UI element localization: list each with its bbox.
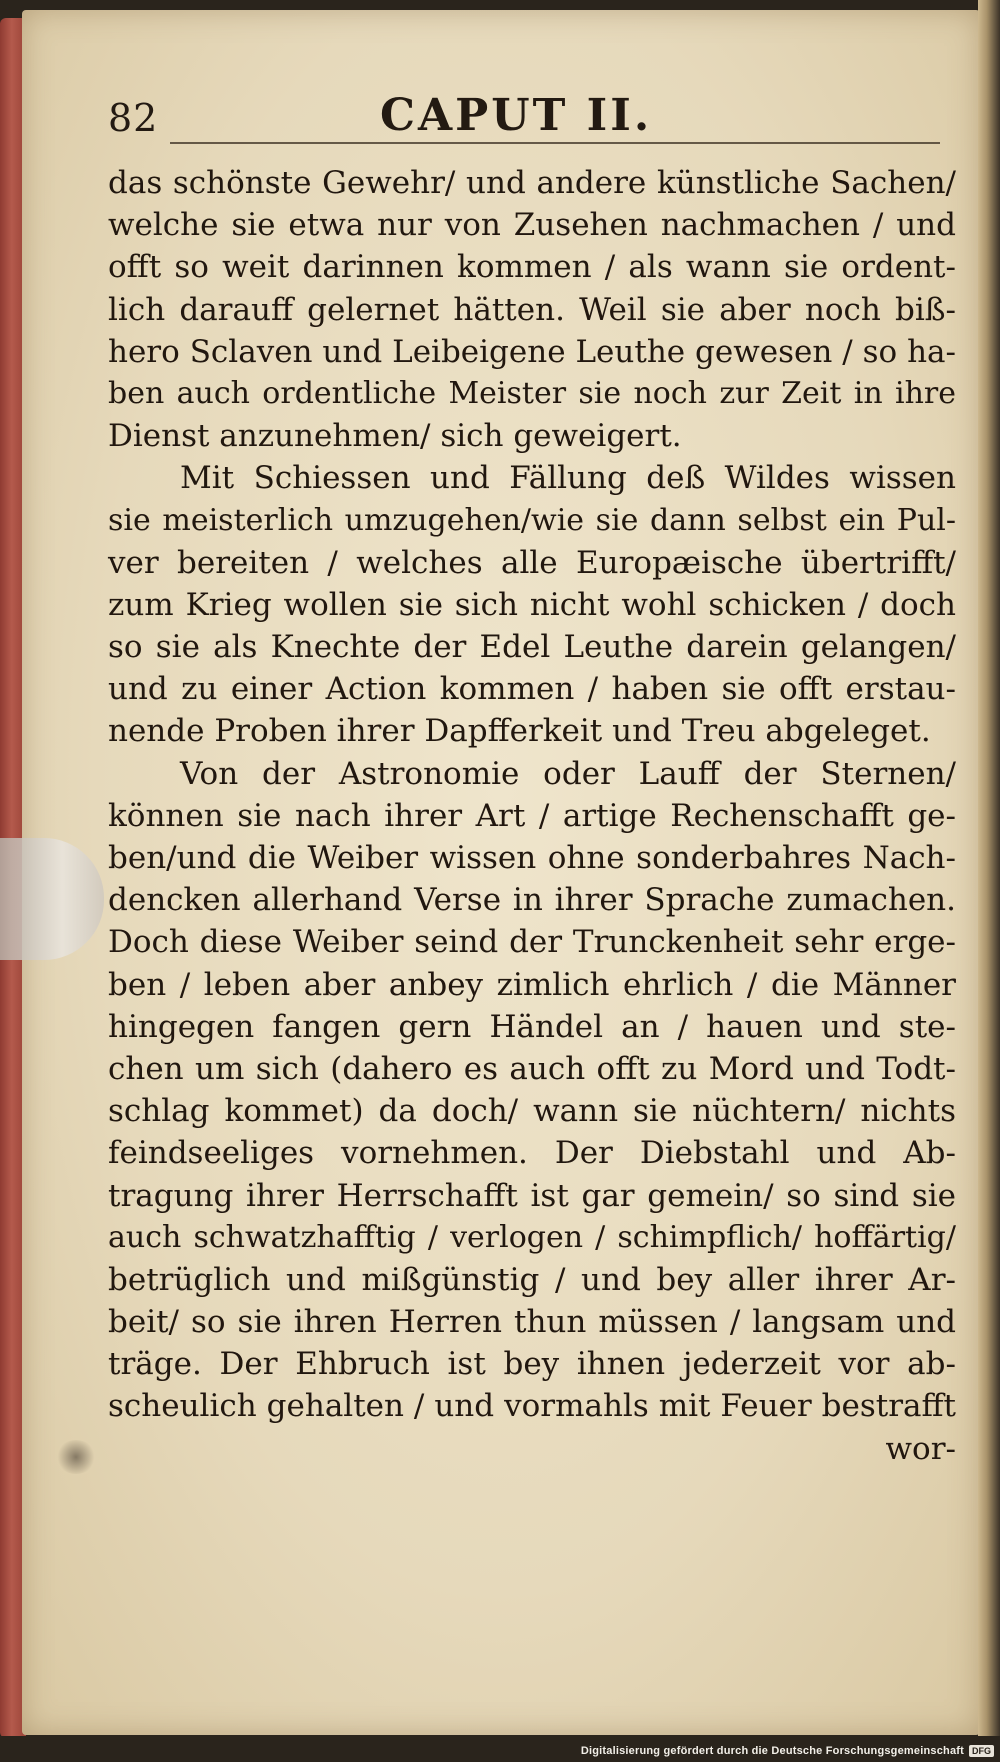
text-line: zum Krieg wollen sie sich nicht wohl schicken / doch (108, 586, 956, 623)
text-line: tragung ihrer Herrschafft ist gar gemein/ so sind sie (108, 1177, 956, 1214)
dfg-logo: DFG (969, 1745, 994, 1757)
text-line: auch schwatzhafftig / verlogen / schimpflich/ hoffärtig/ (108, 1219, 956, 1255)
text-line: so sie als Knechte der Edel Leuthe darein gelangen/ (108, 629, 956, 666)
text-line: ben auch ordentliche Meister sie noch zur Zeit in ihre (108, 375, 956, 411)
text-line: nende Proben ihrer Dapfferkeit und Treu abgeleget. (108, 713, 931, 750)
paragraph-start-line: Von der Astronomie oder Lauff der Sternen/ (180, 755, 956, 792)
text-line: ver bereiten / welches alle Europæische übertrifft/ (108, 544, 956, 581)
text-line: offt so weit darinnen kommen / als wann sie ordent- (108, 249, 956, 286)
text-line: lich darauff gelernet hätten. Weil sie aber noch biß- (108, 291, 956, 328)
page-right-edge (978, 0, 1000, 1762)
header-rule (170, 142, 940, 144)
text-line: scheulich gehalten / und vormahls mit Feuer bestrafft (108, 1388, 956, 1425)
text-line: chen um sich (dahero es auch offt zu Mord und Todt- (108, 1050, 956, 1087)
text-line: träge. Der Ehbruch ist bey ihnen jederzeit vor ab- (108, 1346, 956, 1383)
text-line: schlag kommet) da doch/ wann sie nüchtern/ nichts (108, 1093, 956, 1130)
text-line: Doch diese Weiber seind der Trunckenheit sehr erge- (108, 924, 956, 961)
text-line: sie meisterlich umzugehen/wie sie dann selbst ein Pul- (108, 502, 956, 538)
page-number: 82 (108, 96, 159, 140)
text-line: ben/und die Weiber wissen ohne sonderbahres Nach- (108, 840, 956, 876)
page-header (108, 88, 948, 148)
text-line: welche sie etwa nur von Zusehen nachmachen / und (108, 207, 956, 244)
ink-stain (56, 1440, 96, 1474)
running-title: CAPUT II. (380, 90, 653, 141)
text-line: feindseeliges vornehmen. Der Diebstahl und Ab- (108, 1135, 956, 1172)
text-line: das schönste Gewehr/ und andere künstliche Sachen/ (108, 165, 956, 201)
paragraph-start-line: Mit Schiessen und Fällung deß Wildes wissen (180, 460, 956, 497)
text-line: betrüglich und mißgünstig / und bey aller ihrer Ar- (108, 1261, 956, 1298)
text-line: dencken allerhand Verse in ihrer Sprache zumachen. (108, 882, 956, 919)
body-text (108, 162, 956, 1470)
text-line: hero Sclaven und Leibeigene Leuthe gewesen / so ha- (108, 333, 956, 370)
footer-bar (0, 1736, 1000, 1762)
text-line: hingegen fangen gern Händel an / hauen und ste- (108, 1008, 956, 1045)
text-line: ben / leben aber anbey zimlich ehrlich / die Männer (108, 966, 956, 1003)
text-line: beit/ so sie ihren Herren thun müssen / langsam und (108, 1304, 956, 1341)
text-line: und zu einer Action kommen / haben sie offt erstau- (108, 671, 956, 708)
digitization-credit: Digitalisierung gefördert durch die Deutsche Forschungsgemeinschaft (580, 1745, 964, 1757)
text-line: Dienst anzunehmen/ sich geweigert. (108, 418, 682, 455)
text-line: können sie nach ihrer Art / artige Rechenschafft ge- (108, 797, 956, 834)
catchword: wor- (885, 1430, 956, 1467)
